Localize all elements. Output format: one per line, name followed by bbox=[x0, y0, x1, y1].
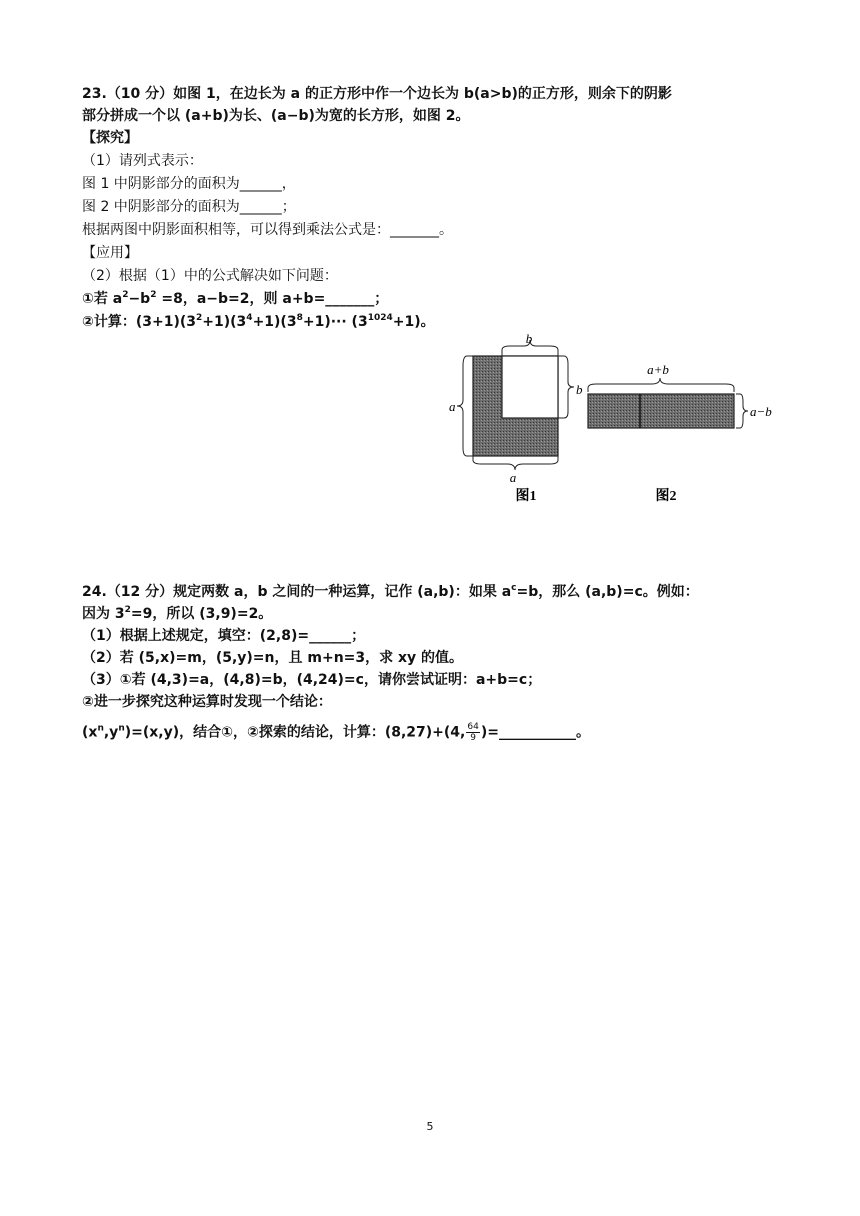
q23-part1: （1）请列式表示： bbox=[82, 153, 203, 169]
figure1 bbox=[449, 332, 583, 504]
q23-line1: 23.（10 分）如图 1，在边长为 a 的正方形中作一个边长为 b(a>b)的正方形，则余下的阴影 bbox=[82, 86, 672, 102]
q24-part1: （1）根据上述规定，填空：(2,8)=______； bbox=[82, 628, 366, 644]
fig1-inner-square bbox=[502, 356, 558, 418]
page-number: 5 bbox=[426, 1120, 434, 1133]
fig1-label-b-right: b bbox=[576, 382, 583, 397]
q23-fig2-area: 图 2 中阴影部分的面积为______； bbox=[82, 199, 296, 215]
q23-sub1: ①若 $a^2-b^2 =8$，a−b=2，则 a+b=_______； bbox=[82, 290, 389, 307]
q23-fig1-area: 图 1 中阴影部分的面积为______， bbox=[82, 176, 296, 192]
fig2-caption: 图2 bbox=[655, 489, 677, 504]
q23-section-apply: 【应用】 bbox=[82, 245, 138, 261]
fig2-rectangle bbox=[588, 394, 734, 428]
fig1-caption: 图1 bbox=[515, 489, 537, 504]
q23-section-explore: 【探究】 bbox=[82, 130, 138, 146]
q23-part2: （2）根据（1）中的公式解决如下问题： bbox=[82, 268, 338, 284]
q23-sub2: ②计算：$(3+1)(3^2+1)(3^4+1)(3^8+1)\cdot\cdot\cdot (3^{1024}+1)$。 bbox=[82, 313, 435, 330]
fig1-label-b-top: b bbox=[525, 332, 533, 346]
fig1-brace-left bbox=[457, 356, 473, 456]
q24-line2: 因为 $3^2=9$，所以 (3,9)=2。 bbox=[82, 605, 273, 622]
fig2-brace-right bbox=[736, 394, 748, 428]
q23-formula: 根据两图中阴影面积相等，可以得到乘法公式是：_______。 bbox=[82, 222, 453, 238]
fraction-64-9: $\frac{64}{9}$ bbox=[467, 722, 479, 743]
fig1-label-a-bottom: a bbox=[509, 470, 517, 485]
q24-line1: 24.（12 分）规定两数 a，b 之间的一种运算，记作 (a,b)：如果 $a^c=b$，那么 (a,b)=c。例如： bbox=[82, 583, 699, 600]
fig1-brace-right bbox=[558, 356, 574, 418]
fig2-label-a-plus-b: a+b bbox=[647, 362, 669, 377]
q24-part2: （2）若 (5,x)=m，(5,y)=n，且 m+n=3，求 xy 的值。 bbox=[82, 650, 464, 666]
q24-part3: （3）①若 (4,3)=a，(4,8)=b，(4,24)=c，请你尝试证明：a+b=c； bbox=[82, 672, 542, 688]
fig2-brace-top bbox=[588, 378, 734, 392]
q24-part4: ②进一步探究这种运算时发现一个结论： bbox=[82, 694, 332, 710]
q24-part5: $(x^n,y^n)=(x,y)$，结合①，②探索的结论，计算：(8,27)+(4, $\frac{64}{9}$ )=___________。 bbox=[82, 722, 590, 743]
figure2 bbox=[588, 362, 772, 504]
q23-line2: 部分拼成一个以 (a+b)为长、(a−b)为宽的长方形，如图 2。 bbox=[82, 108, 470, 124]
fig1-brace-bottom bbox=[473, 456, 558, 470]
fig1-label-a-left: a bbox=[449, 399, 456, 414]
figure-squares bbox=[440, 332, 800, 512]
fig2-label-a-minus-b: a−b bbox=[750, 404, 772, 419]
